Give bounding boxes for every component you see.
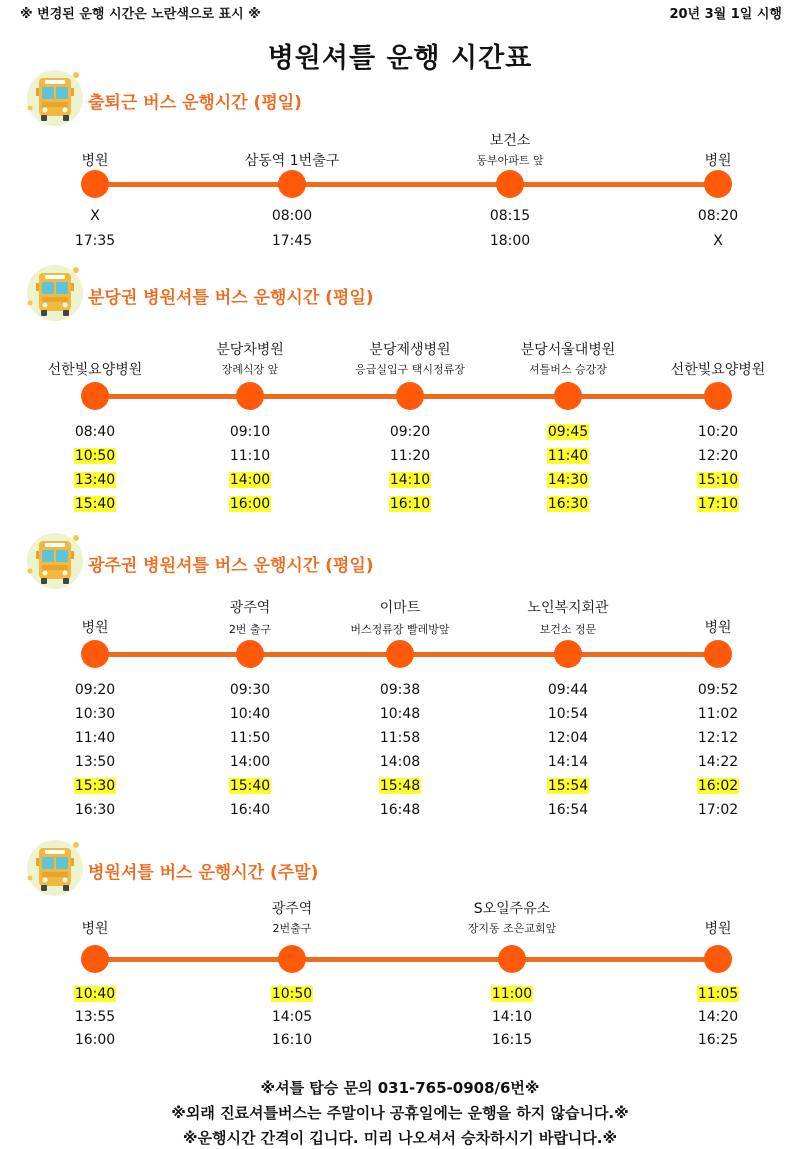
time-text: 14:00 [229, 754, 271, 770]
stop-dot [704, 640, 732, 668]
departure-time-changed [55, 495, 135, 513]
stop-detail: 셔틀버스 승강장 [529, 363, 607, 376]
departure-time [678, 232, 758, 250]
time-text: 15:30 [74, 778, 116, 794]
stop-name: 병원 [704, 620, 732, 636]
stop-name: 광주역 [271, 901, 313, 917]
departure-time-changed [528, 423, 608, 441]
top-note: ※ 변경된 운행 시간은 노란색으로 표시 ※ [20, 7, 261, 22]
departure-time [360, 801, 440, 819]
footer-weekend-note: ※외래 진료셔틀버스는 주말이나 공휴일에는 운행을 하지 않습니다.※ [171, 1104, 629, 1122]
time-text: 14:30 [547, 472, 589, 488]
stop-dot [278, 945, 306, 973]
stop-name: 병원 [704, 921, 732, 937]
departure-time [210, 729, 290, 747]
time-text: 15:48 [379, 778, 421, 794]
departure-time-changed [210, 471, 290, 489]
time-text: 10:20 [697, 424, 739, 440]
departure-time [252, 232, 332, 250]
time-text: 17:35 [74, 233, 116, 249]
section-title: 분당권 병원셔틀 버스 운행시간 (평일) [88, 288, 374, 308]
departure-time [678, 1031, 758, 1049]
time-text: 08:20 [697, 208, 739, 224]
stop-name: 병원 [81, 921, 109, 937]
departure-time [210, 801, 290, 819]
time-text: 09:20 [389, 424, 431, 440]
time-text: 09:45 [547, 424, 589, 440]
stop-dot [496, 170, 524, 198]
stop-dot [81, 640, 109, 668]
time-text: 11:40 [547, 448, 589, 464]
page-title: 병원셔틀 운행 시간표 [267, 43, 533, 74]
time-text: 16:48 [379, 802, 421, 818]
stop-detail: 응급실입구 택시정류장 [355, 363, 465, 376]
departure-time [210, 681, 290, 699]
departure-time [360, 753, 440, 771]
departure-time-changed [472, 985, 552, 1003]
departure-time [55, 423, 135, 441]
departure-time [370, 423, 450, 441]
departure-time [470, 207, 550, 225]
departure-time [678, 681, 758, 699]
departure-time [678, 801, 758, 819]
stop-dot [498, 945, 526, 973]
time-text: 14:22 [697, 754, 739, 770]
departure-time [55, 232, 135, 250]
departure-time [210, 705, 290, 723]
departure-time [528, 681, 608, 699]
departure-time [55, 1031, 135, 1049]
departure-time [370, 447, 450, 465]
departure-time [528, 753, 608, 771]
departure-time [678, 1008, 758, 1026]
time-text: 09:20 [74, 682, 116, 698]
stop-detail: 장지동 조은교회앞 [467, 922, 557, 935]
time-text: 11:58 [379, 730, 421, 746]
departure-time [678, 423, 758, 441]
route-line [95, 182, 718, 187]
departure-time [252, 1008, 332, 1026]
time-text: 13:40 [74, 472, 116, 488]
departure-time [55, 681, 135, 699]
stop-detail: 2번출구 [272, 922, 312, 935]
stop-name: S오일주유소 [473, 901, 551, 917]
departure-time [528, 801, 608, 819]
departure-time [678, 207, 758, 225]
time-text: 11:02 [697, 706, 739, 722]
departure-time-changed [360, 777, 440, 795]
time-text: 09:44 [547, 682, 589, 698]
stop-dot [236, 382, 264, 410]
section-title: 광주권 병원셔틀 버스 운행시간 (평일) [88, 556, 374, 576]
departure-time-changed [678, 985, 758, 1003]
departure-time [55, 207, 135, 225]
footer-interval-note: ※운행시간 간격이 깁니다. 미리 나오셔서 승차하시기 바랍니다.※ [182, 1129, 618, 1147]
departure-time [528, 729, 608, 747]
stop-detail: 장례식장 앞 [221, 363, 279, 376]
stop-dot [704, 170, 732, 198]
time-text: 11:40 [74, 730, 116, 746]
time-text: 15:10 [697, 472, 739, 488]
stop-name: 분당서울대병원 [520, 342, 616, 358]
time-text: 16:25 [697, 1032, 739, 1048]
bus-icon [25, 838, 85, 898]
time-text: 10:40 [229, 706, 271, 722]
time-text: 08:40 [74, 424, 116, 440]
departure-time [360, 705, 440, 723]
stop-detail: 버스정류장 빨레방앞 [350, 623, 450, 636]
departure-time [55, 801, 135, 819]
departure-time [470, 232, 550, 250]
time-text: 16:30 [547, 496, 589, 512]
stop-dot [81, 382, 109, 410]
departure-time-changed [370, 471, 450, 489]
time-text: 12:20 [697, 448, 739, 464]
time-text: 12:04 [547, 730, 589, 746]
stop-name: 선한빛요양병원 [47, 362, 143, 378]
departure-time [472, 1031, 552, 1049]
time-text: 16:00 [229, 496, 271, 512]
bus-icon [25, 263, 85, 323]
section-title: 병원셔틀 버스 운행시간 (주말) [88, 863, 319, 883]
departure-time [55, 729, 135, 747]
time-text: 17:10 [697, 496, 739, 512]
departure-time [472, 1008, 552, 1026]
departure-time-changed [55, 777, 135, 795]
departure-time [252, 207, 332, 225]
departure-time [678, 729, 758, 747]
time-text: 10:30 [74, 706, 116, 722]
departure-time-changed [55, 985, 135, 1003]
section-header [0, 531, 800, 595]
departure-time [678, 447, 758, 465]
departure-time-changed [252, 985, 332, 1003]
time-text: 10:50 [271, 986, 313, 1002]
time-text: 12:12 [697, 730, 739, 746]
bus-icon [25, 531, 85, 591]
stop-name: 분당제생병원 [369, 342, 451, 358]
section-title: 출퇴근 버스 운행시간 (평일) [88, 93, 302, 113]
departure-time [528, 705, 608, 723]
time-text: X [713, 233, 723, 249]
stop-name: 분당차병원 [216, 342, 284, 358]
bus-icon [25, 68, 85, 128]
stop-detail: 동부아파트 앞 [476, 154, 544, 167]
departure-time-changed [678, 495, 758, 513]
time-text: X [90, 208, 100, 224]
departure-time-changed [55, 447, 135, 465]
departure-time [210, 753, 290, 771]
departure-time-changed [528, 447, 608, 465]
departure-time [252, 1031, 332, 1049]
stop-name: 광주역 [229, 600, 271, 616]
stop-name: 선한빛요양병원 [670, 362, 766, 378]
time-text: 15:40 [229, 778, 271, 794]
time-text: 16:10 [389, 496, 431, 512]
time-text: 11:20 [389, 448, 431, 464]
time-text: 11:10 [229, 448, 271, 464]
time-text: 14:00 [229, 472, 271, 488]
stop-dot [396, 382, 424, 410]
time-text: 09:38 [379, 682, 421, 698]
time-text: 09:10 [229, 424, 271, 440]
time-text: 16:30 [74, 802, 116, 818]
departure-time [210, 423, 290, 441]
stop-name: 이마트 [379, 600, 421, 616]
section-header [0, 68, 800, 132]
departure-time-changed [528, 471, 608, 489]
departure-time-changed [528, 777, 608, 795]
stop-name: 병원 [704, 153, 732, 169]
departure-time-changed [370, 495, 450, 513]
stop-name: 삼동역 1번출구 [244, 153, 340, 169]
time-text: 15:54 [547, 778, 589, 794]
stop-dot [704, 382, 732, 410]
time-text: 09:52 [697, 682, 739, 698]
time-text: 13:50 [74, 754, 116, 770]
departure-time [55, 753, 135, 771]
time-text: 16:54 [547, 802, 589, 818]
departure-time [55, 705, 135, 723]
departure-time-changed [678, 777, 758, 795]
time-text: 16:40 [229, 802, 271, 818]
time-text: 17:45 [271, 233, 313, 249]
time-text: 11:50 [229, 730, 271, 746]
stop-detail: 2번 출구 [228, 623, 272, 636]
time-text: 15:40 [74, 496, 116, 512]
departure-time [678, 705, 758, 723]
stop-name: 보건소 [489, 133, 531, 149]
route-line [95, 957, 718, 962]
time-text: 13:55 [74, 1009, 116, 1025]
time-text: 10:40 [74, 986, 116, 1002]
stop-dot [81, 170, 109, 198]
time-text: 14:05 [271, 1009, 313, 1025]
departure-time-changed [55, 471, 135, 489]
time-text: 09:30 [229, 682, 271, 698]
time-text: 14:10 [389, 472, 431, 488]
time-text: 14:08 [379, 754, 421, 770]
departure-time-changed [528, 495, 608, 513]
time-text: 14:14 [547, 754, 589, 770]
stop-dot [704, 945, 732, 973]
departure-time [360, 681, 440, 699]
section-header [0, 263, 800, 327]
stop-dot [236, 640, 264, 668]
footer-contact: ※셔틀 탑승 문의 031-765-0908/6번※ [260, 1079, 540, 1097]
departure-time [210, 447, 290, 465]
departure-time-changed [210, 495, 290, 513]
time-text: 16:02 [697, 778, 739, 794]
time-text: 10:50 [74, 448, 116, 464]
departure-time-changed [210, 777, 290, 795]
departure-time [55, 1008, 135, 1026]
time-text: 10:54 [547, 706, 589, 722]
departure-time [360, 729, 440, 747]
time-text: 14:20 [697, 1009, 739, 1025]
stop-dot [554, 640, 582, 668]
effective-date: 20년 3월 1일 시행 [669, 7, 782, 22]
time-text: 08:15 [489, 208, 531, 224]
time-text: 11:05 [697, 986, 739, 1002]
stop-dot [81, 945, 109, 973]
time-text: 17:02 [697, 802, 739, 818]
stop-detail: 보건소 정문 [539, 623, 597, 636]
time-text: 11:00 [491, 986, 533, 1002]
departure-time [678, 753, 758, 771]
stop-dot [386, 640, 414, 668]
stop-name: 노인복지회관 [527, 600, 609, 616]
stop-dot [554, 382, 582, 410]
time-text: 16:15 [491, 1032, 533, 1048]
section-header [0, 838, 800, 902]
stop-dot [278, 170, 306, 198]
stop-name: 병원 [81, 153, 109, 169]
time-text: 10:48 [379, 706, 421, 722]
time-text: 14:10 [491, 1009, 533, 1025]
time-text: 16:00 [74, 1032, 116, 1048]
departure-time-changed [678, 471, 758, 489]
time-text: 16:10 [271, 1032, 313, 1048]
time-text: 08:00 [271, 208, 313, 224]
stop-name: 병원 [81, 620, 109, 636]
time-text: 18:00 [489, 233, 531, 249]
